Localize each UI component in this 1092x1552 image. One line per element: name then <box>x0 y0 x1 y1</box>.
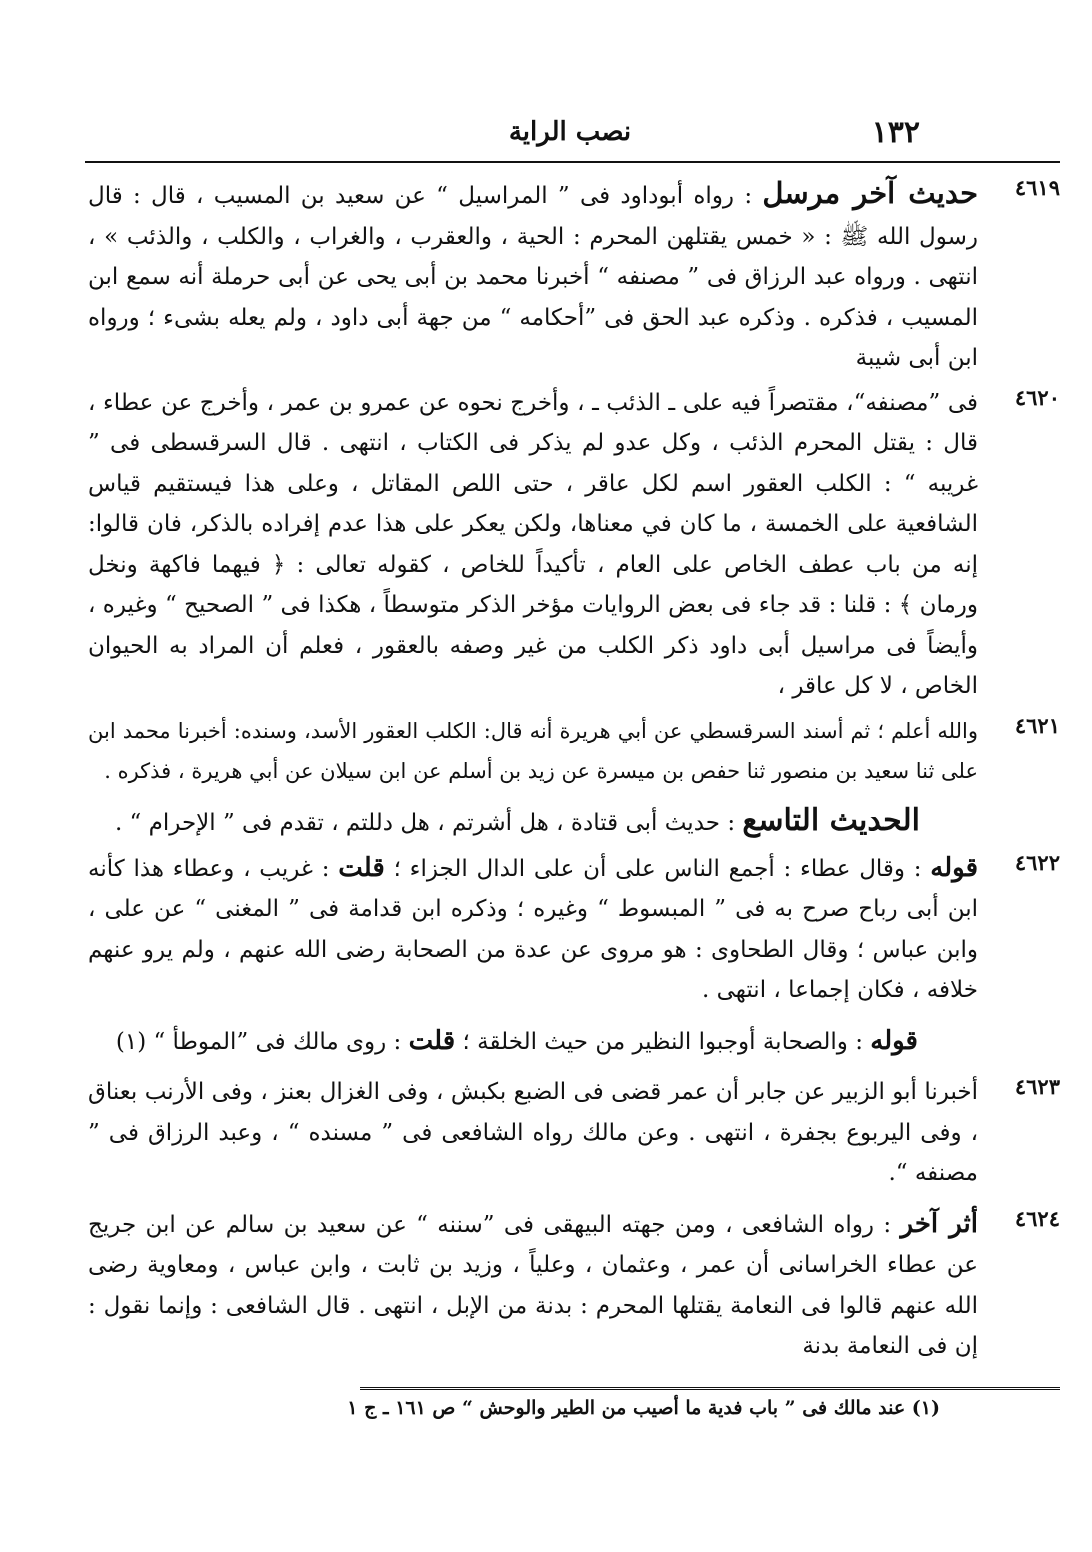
entry-4621 <box>88 711 1060 792</box>
footnote-rule <box>360 1387 1060 1390</box>
page-body <box>88 173 1060 1371</box>
entry-body: : رواه الشافعى ، ومن جهته البيهقى فى ”سننه “ عن سعيد بن سالم عن ابن جريج عن عطاء الخراسانى أن عمر ، وعثمان ، وعلياً ، وزيد بن ثابت ، وابن عباس ، ومعاوية رضى الله عنهم قالوا فى النعامة يقتلها المحرم : بدنة من الإبل ، انتهى . قال الشافعى : وإنما نقول : إن فى النعامة بدنة <box>88 1211 978 1359</box>
qultu-keyword: قلت <box>408 1025 456 1056</box>
qultu-keyword: قلت <box>338 852 385 883</box>
entry-4619 <box>88 173 1060 379</box>
running-title: نصب الراية <box>508 117 632 147</box>
entry-number: ٤٦٢٣ <box>1014 1074 1060 1099</box>
entry-body: : وقال عطاء : أجمع الناس على أن على الدال الجزاء ؛ <box>384 855 931 882</box>
entry-number: ٤٦٢١ <box>1014 712 1060 738</box>
entry-text: والله أعلم ؛ ثم أسند السرقسطي عن أبي هريرة أنه قال: الكلب العقور الأسد، وسنده: أخبرنا محمد ابن على ثنا سعيد بن منصور ثنا حفص بن ميسرة عن زيد بن أسلم عن ابن سيلان عن أبي هريرة ، فذكره . <box>88 718 978 783</box>
section-heading <box>88 796 1060 848</box>
entry-text <box>88 1204 978 1367</box>
entry-number: ٤٦٢٠ <box>1014 384 1060 410</box>
section-heading-text: : حديث أبى قتادة ، هل أشرتم ، هل دللتم ، تقدم فى ” الإحرام “ . <box>114 809 743 836</box>
entry-4622 <box>88 848 1060 1011</box>
qawluhu-keyword: قوله <box>930 852 979 883</box>
header-rule <box>85 161 1060 163</box>
entry-text <box>88 848 978 1011</box>
entry-text <box>88 1021 978 1063</box>
entry-number: ٤٦١٩ <box>1014 175 1060 200</box>
entry-text: فى ”مصنفه“، مقتصراً فيه على ـ الذئب ـ ، وأخرج نحوه عن عمرو بن عمر ، وأخرج عن عطاء ، قال : يقتل المحرم الذئب ، وكل عدو لم يذكر فى الكتاب ، انتهى . قال السرقسطى فى ” غريبه “ : الكلب العقور اسم لكل عاقر ، حتى اللص المقاتل ، وعلى هذا فيستقيم قياس الشافعية على الخمسة ، ما كان في معناها، ولكن يعكر على هذا عدم إفراده بالذكر، فان قالوا: إنه من باب عطف الخاص على العام ، تأكيداً للخاص ، كقوله تعالى : ﴿ فيهما فاكهة ونخل ورمان ﴾ : قلنا : قد جاء فى بعض الروايات مؤخر الذكر متوسطاً ، هكذا فى ” الصحيح “ وغيره ، وأيضاً فى مراسيل أبى داود ذكر الكلب من غير وصفه بالعقور ، فعلم أن المراد به الحيوان الخاص ، لا كل عاقر ، <box>88 389 978 699</box>
entry-4624 <box>88 1204 1060 1367</box>
qawluhu-paragraph <box>88 1021 1060 1063</box>
entry-number: ٤٦٢٤ <box>1014 1205 1060 1231</box>
entry-body: : والصحابة أوجبوا النظير من حيث الخلقة ؛ <box>455 1028 871 1055</box>
entry-text <box>88 173 978 379</box>
entry-body: : رواه أبوداود فى ” المراسيل “ عن سعيد بن المسيب ، قال : قال رسول الله ﷺ : « خمس يقتلهن المحرم : الحية ، والعقرب ، والغراب ، والكلب ، والذئب » ، انتهى . ورواه عبد الرزاق فى ” مصنفه “ أخبرنا محمد بن أبى يحى عن أبى حرملة أنه سمع ابن المسيب ، فذكره . وذكره عبد الحق فى ”أحكامه “ من جهة أبى داود ، ولم يعله بشىء ؛ ورواه ابن أبى شيبة <box>88 183 978 371</box>
entry-body-continued: : غريب ، وعطاء هذا كأنه ابن أبى رباح صرح به فى ” المبسوط “ وغيره ؛ وذكره ابن قدامة فى ” المغنى “ عن على ، وابن عباس ؛ وقال الطحاوى : هو مروى عن عدة من الصحابة رضى الله عنهم ، ولم يرو عنهم خلافه ، فكان إجماعا ، انتهى . <box>88 855 978 1003</box>
footnote: (١) عند مالك فى ” باب فدية ما أصيب من الطير والوحش “ ص ١٦١ ـ ج ١ <box>347 1397 940 1419</box>
entry-body-continued: : روى مالك فى ”الموطأ “ (١) <box>115 1028 409 1055</box>
document-page <box>60 105 1060 1525</box>
page-header <box>60 105 1060 157</box>
entry-4623 <box>88 1072 1060 1194</box>
section-heading-lead: الحديث التاسع <box>742 802 920 838</box>
qawluhu-keyword: قوله <box>870 1025 918 1056</box>
page-number: ١٣٢ <box>871 115 920 150</box>
entry-lead: حديث آخر مرسل <box>762 176 979 210</box>
entry-lead: أثر آخر <box>900 1208 978 1239</box>
entry-text: أخبرنا أبو الزبير عن جابر أن عمر قضى فى الضبع بكبش ، وفى الغزال بعنز ، وفى الأرنب بعناق ، وفى اليربوع بجفرة ، انتهى . وعن مالك رواه الشافعى فى ” مسنده “ ، وعبد الرزاق فى ” مصنفه “. <box>88 1079 978 1186</box>
entry-4620 <box>88 383 1060 707</box>
entry-number: ٤٦٢٢ <box>1014 849 1060 875</box>
